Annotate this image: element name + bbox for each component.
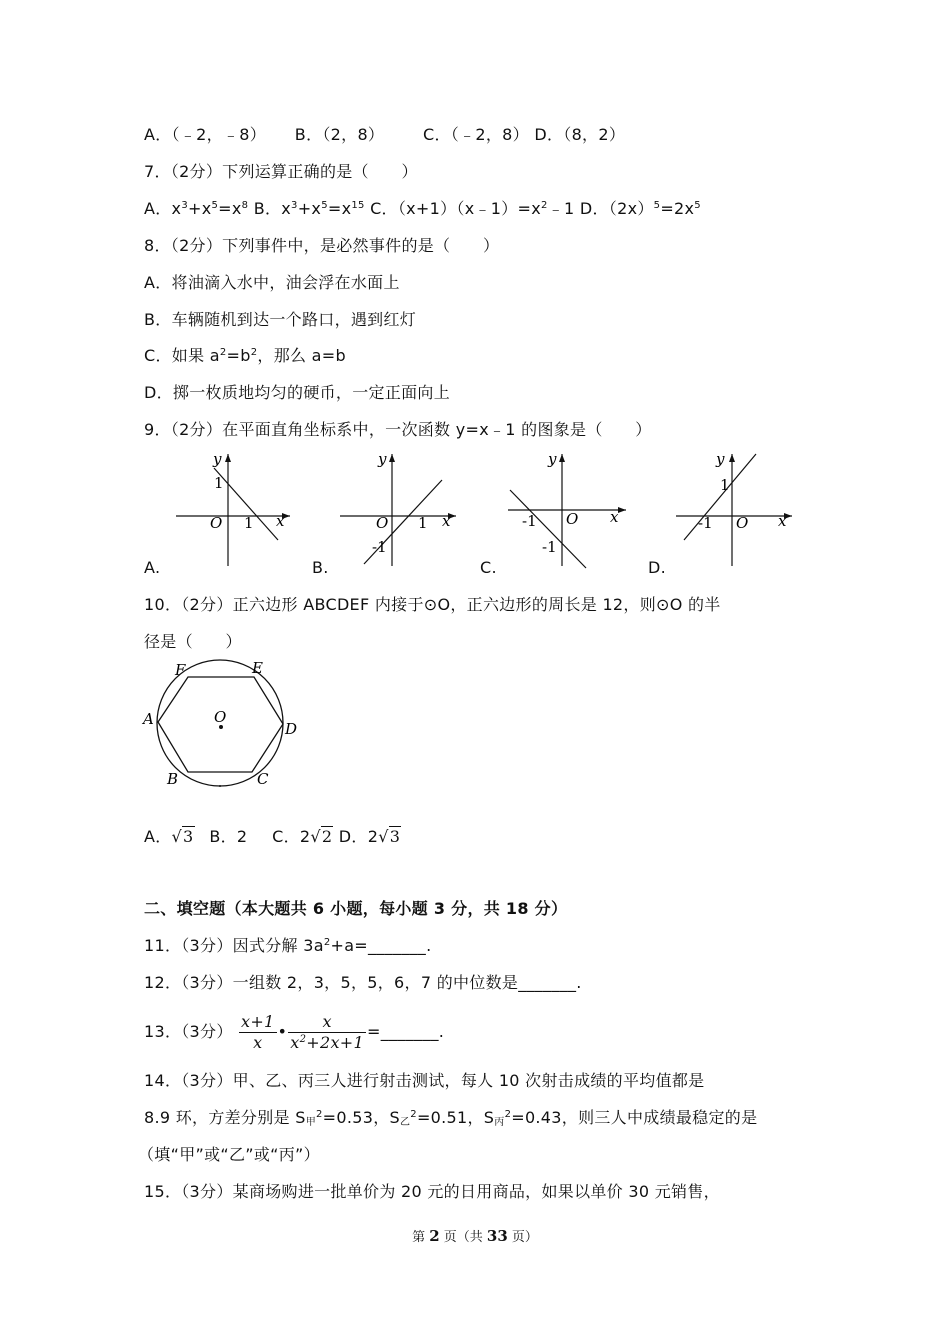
- q10-label-f: F: [175, 661, 186, 679]
- page-total: 33: [486, 1227, 508, 1245]
- q13-fraction-2: [288, 1012, 366, 1053]
- q9-graph-b-y-label: y: [378, 450, 387, 468]
- page-footer: 第 2 页（共 33 页）: [412, 1227, 538, 1245]
- q11: [144, 935, 432, 957]
- section2-title: 二、填空题（本大题共 6 小题，每小题 3 分，共 18 分）: [144, 899, 568, 918]
- q10-hexagon-figure: [140, 656, 310, 794]
- q11-exp: 2: [323, 937, 331, 948]
- page-number: 2: [429, 1227, 440, 1245]
- q7-d-exp2: 5: [694, 200, 701, 211]
- q13-f1-numerator: x+1: [241, 1012, 275, 1031]
- q14-line1: 14．（3分）甲、乙、丙三人进行射击测试，每人 10 次射击成绩的平均值都是: [144, 1071, 705, 1090]
- q9-graph-c-origin: O: [566, 510, 579, 528]
- q9-graph-d-y-int: 1: [720, 476, 730, 494]
- q9-graph-d-y-label: y: [716, 450, 725, 468]
- q8-c-text3: ，那么 a=b: [257, 346, 346, 365]
- q9-graph-d: [672, 448, 802, 572]
- q10-stem-line1: 10．（2分）正六边形 ABCDEF 内接于⊙O，正六边形的周长是 12，则⊙O 的半: [144, 595, 721, 614]
- q10-option-b: B．2: [209, 827, 248, 846]
- q6-options: [144, 124, 625, 146]
- q10-label-a: A: [143, 710, 154, 728]
- q7-a-exp1: 3: [181, 200, 188, 211]
- q7-d-text2: =2x: [660, 199, 695, 218]
- q8-c-exp2: 2: [250, 347, 258, 358]
- q8-option-d: D．掷一枚质地均匀的硬币，一定正面向上: [144, 383, 451, 402]
- q7-d-text: D．（2x）: [574, 199, 654, 218]
- q7-c-exp: 2: [541, 200, 548, 211]
- q10-option-c-root: √2: [310, 827, 333, 846]
- q7-c-text2: ﹣1: [547, 199, 575, 218]
- q9-graph-c-x-int: -1: [522, 512, 537, 530]
- q7-b-text: B．x: [248, 199, 292, 218]
- q9-graph-b-origin: O: [376, 514, 389, 532]
- q9-graph-c-y-label: y: [548, 450, 557, 468]
- q9-graph-a-y-int: 1: [214, 474, 224, 492]
- q7-a-text: A．x: [144, 199, 182, 218]
- q14-line2: 8.9 环，方差分别是 $S_甲^2=0.53$，$S_乙^2=0.51$，$S_丙^2=0.43$，则三人中成绩最稳定的是: [144, 1108, 758, 1128]
- q8-c-text: C．如果 a: [144, 346, 220, 365]
- q9-graph-b-y-int: -1: [372, 538, 387, 556]
- q7-options: [144, 198, 701, 220]
- q15: 15．（3分）某商场购进一批单价为 20 元的日用商品，如果以单价 30 元销售，: [144, 1182, 720, 1201]
- q11-text2: +a=_______.: [330, 936, 432, 955]
- q9-label-c: C.: [480, 558, 497, 577]
- q9-graph-d-origin: O: [736, 514, 749, 532]
- q7-b-exp3: 15: [351, 200, 365, 211]
- q7-b-exp1: 3: [291, 200, 298, 211]
- q9-graph-d-x-int: -1: [698, 514, 713, 532]
- q9-graph-d-x-label: x: [778, 512, 787, 530]
- q7-b-exp2: 5: [321, 200, 328, 211]
- q7-a-text3: =x: [218, 199, 242, 218]
- q9-label-a: A.: [144, 558, 161, 577]
- q13-dot: •: [277, 1022, 288, 1041]
- q9-label-b: B.: [312, 558, 329, 577]
- q9-graph-b-x-label: x: [442, 512, 451, 530]
- q7-a-exp3: 8: [241, 200, 249, 211]
- q9-graph-a-x-label: x: [276, 512, 285, 530]
- q9-graph-a: [168, 448, 298, 572]
- q10-option-d: D．2: [338, 827, 379, 846]
- q10-stem-line2: 径是（ ）: [144, 632, 242, 651]
- q10-option-c: C．2: [272, 827, 311, 846]
- q9-graph-b-x-int: 1: [418, 514, 428, 532]
- q8-option-b: B．车辆随机到达一个路口，遇到红灯: [144, 310, 417, 329]
- q6-option-d: D．（8，2）: [534, 125, 626, 144]
- q9-graph-a-y-label: y: [213, 450, 222, 468]
- q9-stem: 9．（2分）在平面直角坐标系中，一次函数 y=x﹣1 的图象是（ ）: [144, 420, 652, 439]
- q7-a-text2: +x: [188, 199, 212, 218]
- q9-graph-b: [336, 448, 466, 572]
- q10-options: [144, 826, 401, 848]
- q10-label-o: O: [214, 708, 227, 726]
- q7-d-exp1: 5: [653, 200, 661, 211]
- q9-graph-a-origin: O: [210, 514, 223, 532]
- q10-label-c: C: [257, 770, 269, 788]
- q10-option-a: A．: [144, 827, 172, 846]
- q9-graph-c: [504, 448, 634, 572]
- q8-stem: 8．（2分）下列事件中，是必然事件的是（ ）: [144, 236, 500, 255]
- q8-c-text2: =b: [226, 346, 251, 365]
- q13-f2-denominator: $x^2+2x+1$: [290, 1033, 364, 1052]
- q8-c-exp1: 2: [219, 347, 227, 358]
- q13-f2-numerator: x: [288, 1012, 366, 1033]
- q7-c-text: C．（x+1）（x﹣1）=x: [364, 199, 542, 218]
- q13-text2: =_______.: [367, 1022, 445, 1041]
- q13-fraction-1: [239, 1012, 277, 1053]
- q7-b-text3: =x: [327, 199, 352, 218]
- q10-option-d-root: √3: [378, 827, 401, 846]
- q14-line3: （填“甲”或“乙”或“丙”）: [138, 1145, 320, 1164]
- q10-label-e: E: [252, 659, 263, 677]
- q13-text: 13．（3分）: [144, 1022, 233, 1041]
- q10-label-b: B: [167, 770, 179, 788]
- q6-option-c: C．（﹣2，8）: [423, 125, 529, 144]
- q7-b-text2: +x: [297, 199, 322, 218]
- q7-stem: 7．（2分）下列运算正确的是（ ）: [144, 162, 418, 181]
- q9-graph-c-x-label: x: [610, 508, 619, 526]
- q10-option-a-root: √3: [171, 827, 194, 846]
- q8-option-c: [144, 345, 346, 367]
- q13-f1-denominator: x: [253, 1033, 263, 1052]
- q9-graph-c-y-int: -1: [542, 538, 557, 556]
- q10-label-d: D: [285, 720, 298, 738]
- q12: 12．（3分）一组数 2，3，5，5，6，7 的中位数是_______.: [144, 973, 582, 992]
- q9-graph-a-x-int: 1: [244, 514, 254, 532]
- q13: [144, 1008, 444, 1056]
- q8-option-a: A．将油滴入水中，油会浮在水面上: [144, 273, 400, 292]
- q9-label-d: D.: [648, 558, 667, 577]
- q11-text: 11．（3分）因式分解 3a: [144, 936, 324, 955]
- q6-option-b: B．（2，8）: [294, 125, 385, 144]
- q6-option-a: A．（﹣2，﹣8）: [144, 125, 267, 144]
- q7-a-exp2: 5: [211, 200, 219, 211]
